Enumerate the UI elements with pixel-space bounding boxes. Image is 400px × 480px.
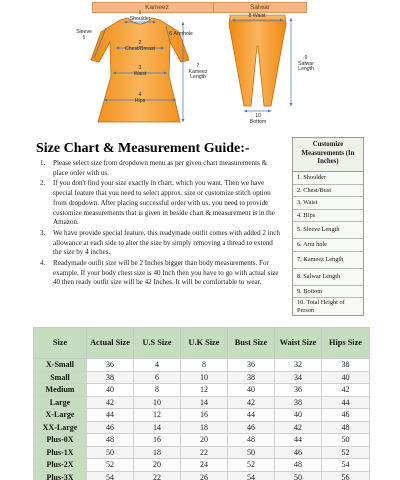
customize-item: 5. Sleeve Length <box>293 222 363 239</box>
label-armhole: 6 Armhole <box>169 31 193 37</box>
size-value-cell: 44 <box>87 409 134 422</box>
size-label-cell: Plus-2X <box>34 459 87 472</box>
label-sleeve: Sleeve 5 <box>76 29 92 41</box>
size-label-cell: Plus-0X <box>34 434 87 447</box>
size-value-cell: 56 <box>322 471 370 480</box>
size-value-cell: 36 <box>228 359 275 372</box>
size-value-cell: 18 <box>181 421 228 434</box>
measurement-diagram <box>0 0 400 138</box>
guide-item: 1. Please select size from dropdown menu as per given chart measurements & place order with us. <box>40 159 268 177</box>
salwar-title: Salwar <box>213 2 307 13</box>
col-header-bust: Bust Size <box>228 328 275 359</box>
size-value-cell: 22 <box>181 446 228 459</box>
size-value-cell: 46 <box>228 421 275 434</box>
size-value-cell: 18 <box>134 446 181 459</box>
size-value-cell: 4 <box>134 359 181 372</box>
size-value-cell: 22 <box>134 471 181 480</box>
size-value-cell: 52 <box>87 459 134 472</box>
table-row <box>34 471 370 480</box>
size-value-cell: 42 <box>275 421 322 434</box>
label-hips: 4 Hips <box>134 92 146 104</box>
label-salwar-waist: 8 Waist <box>248 13 266 19</box>
label-salwar-length: 9 Salwar Length <box>298 55 314 73</box>
size-label-cell: Plus-1X <box>34 446 87 459</box>
customize-header: Customize Measurements (In Inches) <box>293 138 363 172</box>
size-value-cell: 54 <box>87 471 134 480</box>
size-value-cell: 10 <box>134 396 181 409</box>
size-value-cell: 38 <box>228 371 275 384</box>
label-bottom: 10 Bottom <box>249 113 267 125</box>
guide-list <box>40 159 280 289</box>
table-row <box>34 359 370 372</box>
size-value-cell: 20 <box>134 459 181 472</box>
size-value-cell: 54 <box>322 459 370 472</box>
size-value-cell: 44 <box>228 409 275 422</box>
size-value-cell: 36 <box>275 384 322 397</box>
size-label-cell: XX-Large <box>34 421 87 434</box>
customize-item: 7. Kameez Length <box>293 252 363 269</box>
customize-measurements-box <box>292 137 364 316</box>
size-value-cell: 50 <box>87 446 134 459</box>
col-header-size: Size <box>34 328 87 359</box>
size-value-cell: 50 <box>322 434 370 447</box>
size-value-cell: 40 <box>275 409 322 422</box>
size-value-cell: 14 <box>181 396 228 409</box>
size-value-cell: 16 <box>181 409 228 422</box>
table-row <box>34 371 370 384</box>
kameez-title: Kameez <box>92 2 222 13</box>
customize-item: 10. Total Height of Person <box>293 298 363 315</box>
size-value-cell: 10 <box>181 371 228 384</box>
size-value-cell: 24 <box>181 459 228 472</box>
salwar-shape <box>229 15 286 106</box>
label-waist: 3 Waist <box>133 65 147 77</box>
size-label-cell: Large <box>34 396 87 409</box>
size-value-cell: 48 <box>275 459 322 472</box>
col-header-waist: Waist Size <box>275 328 322 359</box>
customize-item: 9. Bottom <box>293 286 363 299</box>
size-label-cell: X-Small <box>34 359 87 372</box>
size-value-cell: 38 <box>87 371 134 384</box>
size-value-cell: 46 <box>275 446 322 459</box>
size-value-cell: 44 <box>322 396 370 409</box>
size-value-cell: 50 <box>275 471 322 480</box>
table-row <box>34 409 370 422</box>
label-chest: 2 Chest/Breast <box>125 40 155 52</box>
size-value-cell: 14 <box>134 421 181 434</box>
size-value-cell: 52 <box>228 459 275 472</box>
table-row <box>34 384 370 397</box>
size-value-cell: 44 <box>275 434 322 447</box>
label-shoulder: 1 Shoulder <box>129 10 151 22</box>
size-value-cell: 42 <box>228 396 275 409</box>
size-value-cell: 40 <box>228 384 275 397</box>
col-header-uk: U.K Size <box>181 328 228 359</box>
col-header-actual: Actual Size <box>87 328 134 359</box>
size-value-cell: 34 <box>275 371 322 384</box>
guide-item: 2. If you don't find your size exactly in chart, which you want. Then we have special feature that you need to select approx. size or customize stitch option from dropdown. After placing successful order with us, you need to provide customize measurements that is given in beside chart & measurement is in the Amazon. <box>40 179 275 227</box>
size-value-cell: 52 <box>322 446 370 459</box>
size-value-cell: 46 <box>322 409 370 422</box>
size-label-cell: X-Large <box>34 409 87 422</box>
size-value-cell: 6 <box>134 371 181 384</box>
guide-title: Size Chart & Measurement Guide:- <box>36 141 250 156</box>
size-value-cell: 32 <box>275 359 322 372</box>
size-value-cell: 50 <box>228 446 275 459</box>
customize-item: 1. Shoulder <box>293 172 363 185</box>
size-value-cell: 16 <box>134 434 181 447</box>
size-value-cell: 48 <box>322 421 370 434</box>
size-value-cell: 26 <box>181 471 228 480</box>
table-row <box>34 446 370 459</box>
label-kameez-length: 7 Kameez Length <box>188 63 208 81</box>
size-value-cell: 36 <box>87 359 134 372</box>
size-value-cell: 42 <box>87 396 134 409</box>
size-value-cell: 40 <box>87 384 134 397</box>
size-label-cell: Plus-3X <box>34 471 87 480</box>
size-value-cell: 38 <box>275 396 322 409</box>
size-value-cell: 8 <box>181 359 228 372</box>
table-row <box>34 459 370 472</box>
col-header-us: U.S Size <box>134 328 181 359</box>
customize-item: 2. Chest/Bust <box>293 185 363 198</box>
guide-item: 3. We have provide special feature, this readymade outfit comes with added 2 inch allowance at each side to alter the size by simply removing a thread to extend the size by 4 inches. <box>40 228 280 257</box>
col-header-hips: Hips Size <box>322 328 370 359</box>
size-value-cell: 20 <box>181 434 228 447</box>
size-label-cell: Medium <box>34 384 87 397</box>
size-value-cell: 42 <box>322 384 370 397</box>
customize-item: 3. Waist <box>293 197 363 210</box>
size-value-cell: 12 <box>181 384 228 397</box>
size-value-cell: 48 <box>87 434 134 447</box>
guide-item: 4. Readymade outfit size will be 2 Inches bigger than body measurements. For example, If your body chest size is 40 Inch then you have to go with actual size 40 then ready outfit size will be 42 Inches. It will be comfortable to wear. <box>40 258 279 287</box>
table-header-row <box>34 328 370 359</box>
size-value-cell: 54 <box>228 471 275 480</box>
size-value-cell: 12 <box>134 409 181 422</box>
size-value-cell: 48 <box>228 434 275 447</box>
size-value-cell: 46 <box>87 421 134 434</box>
table-row <box>34 421 370 434</box>
size-value-cell: 8 <box>134 384 181 397</box>
customize-item: 6. Arm hole <box>293 239 363 252</box>
size-value-cell: 40 <box>322 371 370 384</box>
size-value-cell: 38 <box>322 359 370 372</box>
table-row <box>34 396 370 409</box>
customize-item: 8. Salwar Length <box>293 269 363 286</box>
table-row <box>34 434 370 447</box>
size-chart-table <box>33 327 370 480</box>
customize-item: 4. Hips <box>293 210 363 223</box>
size-label-cell: Small <box>34 371 87 384</box>
